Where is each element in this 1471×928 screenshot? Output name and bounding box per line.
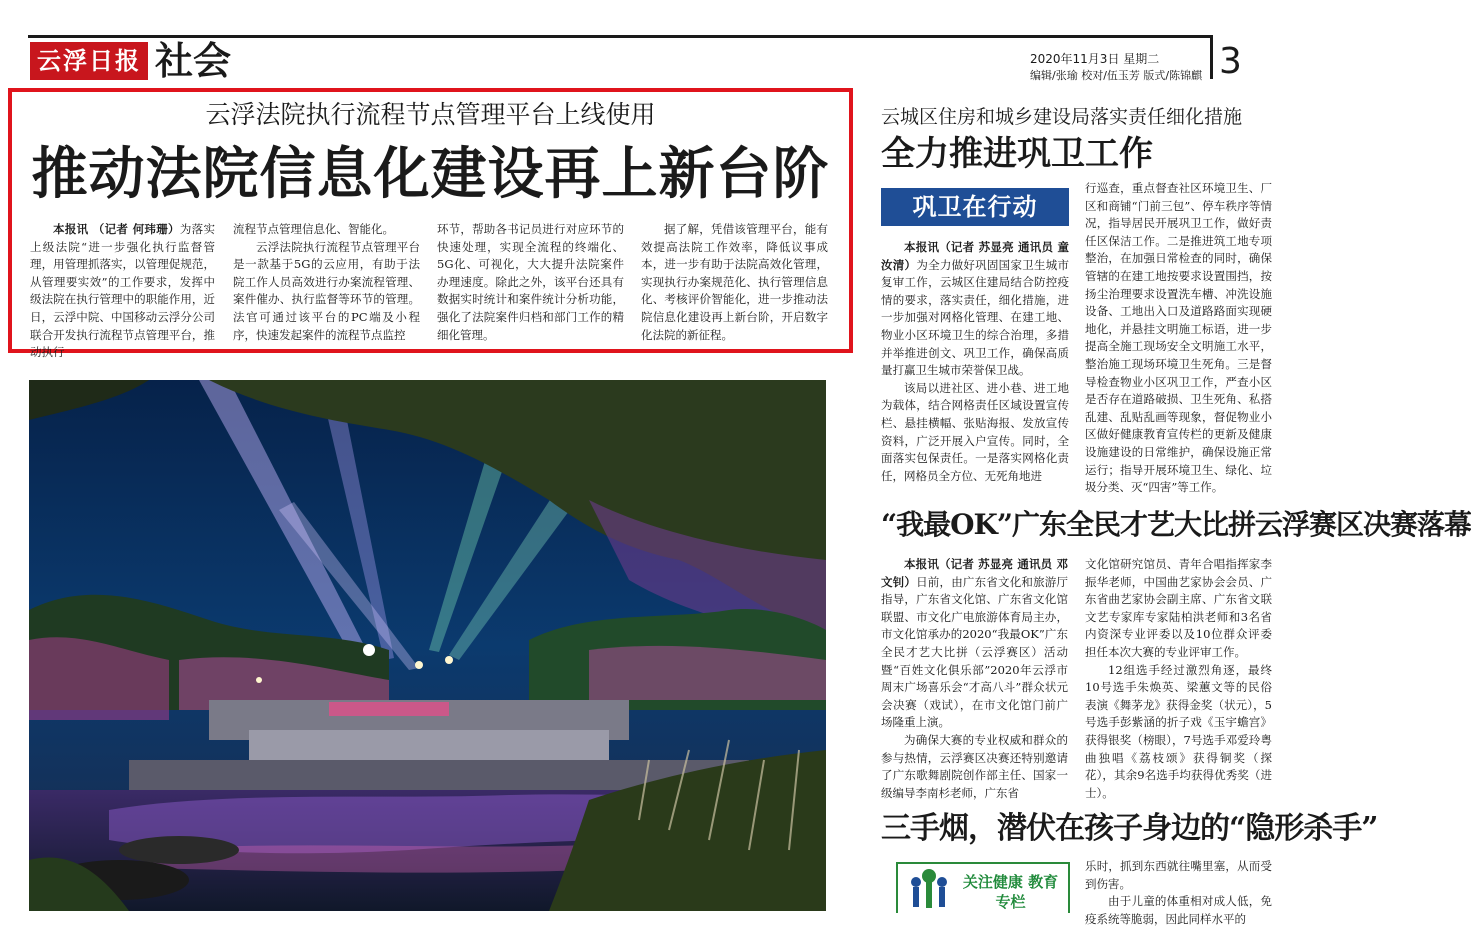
editor-credits: 编辑/张瑜 校对/伍玉芳 版式/陈锦麒 xyxy=(1030,69,1203,82)
lead-column-3 xyxy=(437,221,624,344)
lead-story-headline: 推动法院信息化建设再上新台阶 xyxy=(31,141,830,207)
health-column-label: 关注健康 教育专栏 xyxy=(962,873,1059,911)
lead-col1-text: 为落实上级法院“进一步强化执行监督管理，用管理抓落实，以管理促规范，从管理要实效”的工作要求，发挥中级法院在执行管理中的职能作用，近日，云浮中院、中国移动云浮分公司联合开发执行流程节点管理平台，推动执行 xyxy=(30,222,215,360)
story2-column-1 xyxy=(881,556,1068,802)
issue-date: 2020年11月3日 星期二 xyxy=(1030,52,1160,66)
lead-story-kicker: 云浮法院执行流程节点管理平台上线使用 xyxy=(205,100,656,129)
story1-column-2 xyxy=(1085,180,1272,497)
newspaper-logo: 云浮日报 xyxy=(30,42,148,80)
story3-col-a-text: 乐时，抓到东西就往嘴里塞，从而受到伤害。 xyxy=(1085,859,1272,891)
night-park-photo xyxy=(29,380,826,911)
lead-col3-text: 环节，帮助各书记员进行对应环节的快速处理，实现全流程的终端化、5G化、可视化，大大提升法院案件办理速度。除此之外，该平台还具有数据实时统计和案件统计分析功能，强化了法院案件归档和部门工作的精细化管理。 xyxy=(437,222,624,342)
story1-headline: 全力推进巩卫工作 xyxy=(881,134,1153,174)
story3-column xyxy=(1085,858,1272,928)
story2-headline: “我最OK”广东全民才艺大比拼云浮赛区决赛落幕 xyxy=(881,508,1471,541)
story1-col2-text: 行巡查，重点督查社区环境卫生、厂区和商铺“门前三包”、停车秩序等情况，指导居民开展巩卫工作，做好责任区保洁工作。二是推进筑工地专项整治，在加强日常检查的同时，确保管辖的在建工地按要求设置围挡，按扬尘治理要求设置洗车槽、冲洗设施设备、工地出入口及道路路面实现硬地化，并悬挂文明施工标语，进一步提高全施工现场安全文明施工水平，整治施工现场环境卫生死角。三是督导检查物业小区巩卫工作，严查小区是否存在道路破损、卫生死角、私搭乱建、乱贴乱画等现象，督促物业小区做好健康教育宣传栏的更新及健康设施建设的日常维护，确保设施正常运行；指导开展环境卫生、绿化、垃圾分类、灭“四害”等工作。 xyxy=(1085,181,1272,495)
story2-col2a-text: 文化馆研究馆员、青年合唱指挥家李振华老师，中国曲艺家协会会员、广东省曲艺家协会副主席、广东省文联文艺专家库专家陆柏洪老师和3名省内资深专业评委以及10位群众评委担任本次大赛的专业评审工作。 xyxy=(1085,557,1272,659)
story3-headline: 三手烟，潜伏在孩子身边的“隐形杀手” xyxy=(881,811,1378,846)
story1-column-badge: 巩卫在行动 xyxy=(881,188,1069,226)
lead-column-2 xyxy=(233,221,420,344)
story1-col1b-text: 该局以进社区、进小巷、进工地为载体，结合网格责任区域设置宣传栏、悬挂横幅、张贴海报、发放宣传资料，广泛开展入户宣传。同时，全面落实包保责任。一是落实网格化责任，网格员全方位、无死角地进 xyxy=(881,380,1069,483)
lead-col2b-text: 云浮法院执行流程节点管理平台是一款基于5G的云应用，有助于法院工作人员高效进行办案流程管理、案件催办、执行监督等环节的管理。法官可通过该平台的PC端及小程序，快速发起案件的流程节点监控 xyxy=(233,239,420,342)
story1-col1a-text: 为全力做好巩固国家卫生城市复审工作，云城区住建局结合防控疫情的要求，落实责任，细化措施，进一步加强对网格化管理、在建工地、物业小区环境卫生的综合治理，多措并举推进创文、巩卫工作，确保高质量打赢卫生城市荣誉保卫战。 xyxy=(881,257,1070,378)
lead-column-4 xyxy=(641,221,828,344)
page-number: 3 xyxy=(1219,41,1242,82)
story1-kicker: 云城区住房和城乡建设局落实责任细化措施 xyxy=(881,106,1243,128)
lead-column-1 xyxy=(30,221,215,362)
story1-byline: 本报讯（记者 苏显亮 通讯员 童汝清） xyxy=(881,240,1069,272)
page-number-rule xyxy=(1210,35,1213,79)
story1-column-1 xyxy=(881,239,1069,485)
section-title: 社会 xyxy=(155,39,232,83)
lead-col2a-text: 流程节点管理信息化、智能化。 xyxy=(233,222,394,236)
people-tree-icon xyxy=(902,866,956,912)
story2-col1a-text: 日前，由广东省文化和旅游厅指导，广东省文化馆、广东省文化馆联盟、市文化广电旅游体育局主办，市文化馆承办的2020“我最OK”广东全民才艺大比拼（云浮赛区）活动暨“百姓文化俱乐部”2020年云浮市周末广场喜乐会“才高八斗”群众状元会决赛（戏试），在市文化馆门前广场隆重上演。 xyxy=(881,574,1069,730)
story2-column-2 xyxy=(1085,556,1272,802)
story3-col-b-text: 由于儿童的体重相对成人低，免疫系统等脆弱，因此同样水平的 xyxy=(1085,894,1272,926)
lead-col4-text: 据了解，凭借该管理平台，能有效提高法院工作效率，降低议事成本，进一步有助于法院高效化管理，实现执行办案规范化、执行管理信息化、考核评价智能化，进一步推动法院信息化建设再上新台阶，开启数字化法院的新征程。 xyxy=(641,222,828,342)
story2-col1b-text: 为确保大赛的专业权威和群众的参与热情，云浮赛区决赛还特别邀请了广东歌舞剧院创作部主任、国家一级编导李南杉老师，广东省 xyxy=(881,732,1068,800)
story2-col2b-text: 12组选手经过激烈角逐，最终10号选手朱焕英、梁蕙文等的民俗表演《舞茅龙》获得金奖（状元），5号选手彭紫涵的折子戏《玉宇蟾宫》获得银奖（榜眼），7号选手邓爱玲粤曲独唱《荔枝颂》获得铜奖（探花），其余9名选手均获得优秀奖（进士）。 xyxy=(1085,662,1272,800)
lead-byline: 本报讯 （记者 何玮珊） xyxy=(53,222,180,236)
night-park-illustration xyxy=(29,380,826,911)
story2-byline: 本报讯（记者 苏显亮 通讯员 邓文钊） xyxy=(881,557,1068,589)
